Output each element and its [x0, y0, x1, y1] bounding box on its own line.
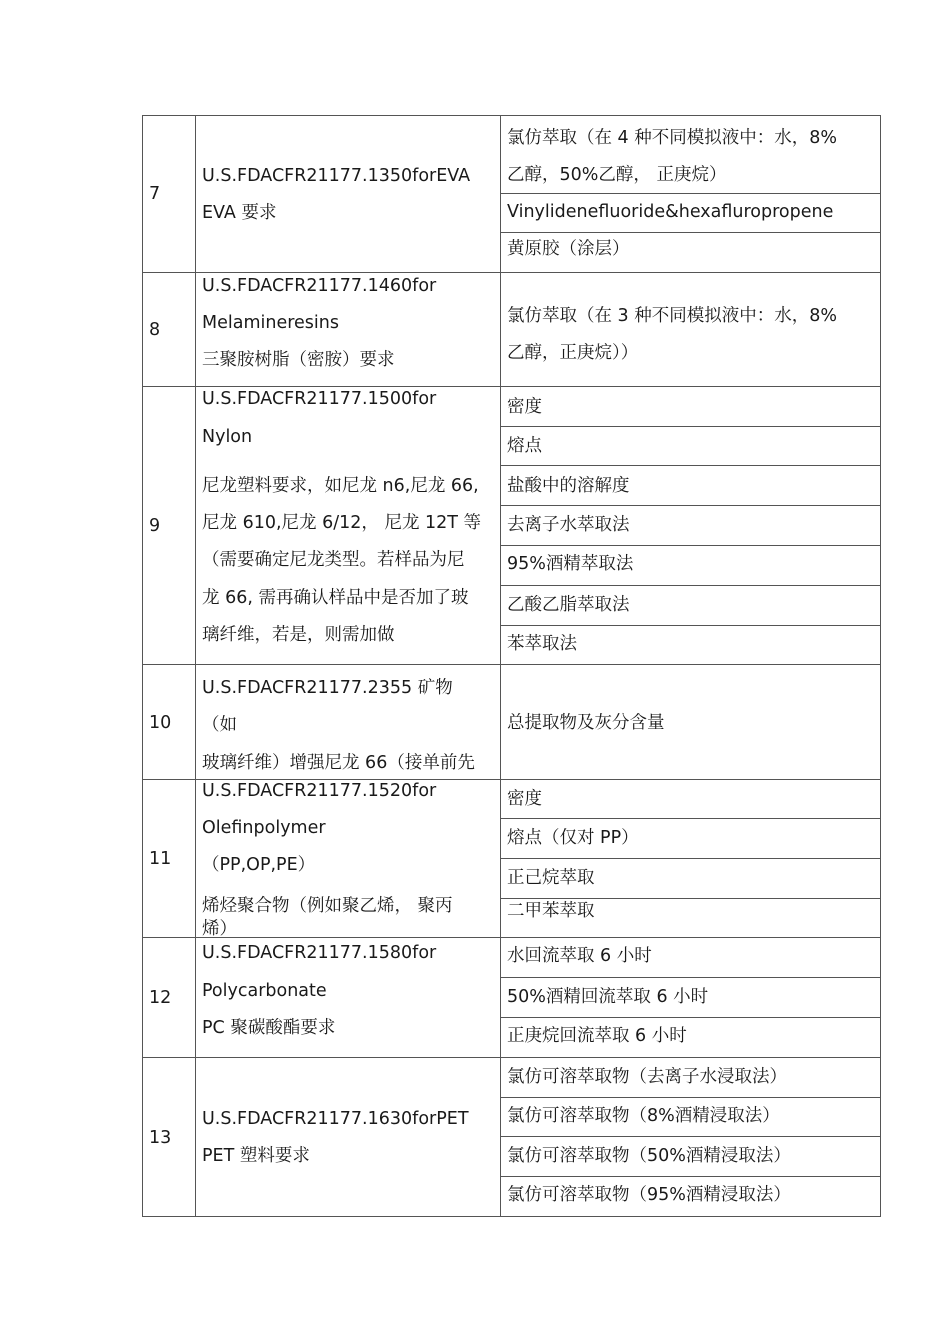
test-item: 正庚烷回流萃取 6 小时: [507, 1026, 687, 1046]
standard-line: U.S.FDACFR21177.1580for: [202, 943, 437, 963]
table-border-right: [880, 115, 881, 1217]
standard-line: U.S.FDACFR21177.1500for: [202, 389, 437, 409]
test-item: 乙醇，50%乙醇， 正庚烷）: [507, 165, 727, 185]
test-item: 氯仿可溶萃取物（95%酒精浸取法）: [507, 1185, 791, 1205]
standard-line: U.S.FDACFR21177.1630forPET: [202, 1109, 469, 1129]
standard-line: 璃纤维，若是，则需加做: [202, 625, 395, 645]
row-number: 10: [149, 713, 172, 733]
test-item: 黄原胶（涂层）: [507, 239, 630, 259]
test-item: 乙醇，正庚烷））: [507, 343, 639, 363]
item-border: [500, 1097, 881, 1098]
row-number: 11: [149, 849, 172, 869]
test-item: 乙酸乙脂萃取法: [507, 595, 630, 615]
standard-line: 玻璃纤维）增强尼龙 66（接单前先: [202, 753, 475, 773]
item-border: [500, 465, 881, 466]
standard-line: Polycarbonate: [202, 981, 327, 1001]
standard-line: EVA 要求: [202, 203, 277, 223]
standard-line: 烯）: [202, 919, 237, 939]
row-number: 9: [149, 516, 161, 536]
standard-line: U.S.FDACFR21177.1460for: [202, 276, 437, 296]
column-border: [500, 115, 501, 1217]
standard-line: 龙 66, 需再确认样品中是否加了玻: [202, 588, 469, 608]
row-border: [142, 937, 881, 938]
test-item: 氯仿萃取（在 4 种不同模拟液中：水，8%: [507, 128, 838, 148]
standard-line: PC 聚碳酸酯要求: [202, 1018, 336, 1038]
table-border-bottom: [142, 1216, 881, 1217]
item-border: [500, 545, 881, 546]
standard-line: （如: [202, 715, 237, 735]
test-item: 氯仿可溶萃取物（50%酒精浸取法）: [507, 1146, 791, 1166]
test-item: 盐酸中的溶解度: [507, 476, 630, 496]
test-item: 二甲苯萃取: [507, 901, 595, 921]
item-border: [500, 1017, 881, 1018]
standard-line: 尼龙 610,尼龙 6/12， 尼龙 12T 等: [202, 513, 482, 533]
test-item: 水回流萃取 6 小时: [507, 946, 652, 966]
standard-line: 三聚胺树脂（密胺）要求: [202, 350, 395, 370]
standard-line: PET 塑料要求: [202, 1146, 310, 1166]
row-border: [142, 272, 881, 273]
standard-line: （PP,OP,PE）: [202, 855, 316, 875]
table-border-top: [142, 115, 881, 116]
column-border: [195, 115, 196, 1217]
item-border: [500, 505, 881, 506]
item-border: [500, 977, 881, 978]
item-border: [500, 625, 881, 626]
row-border: [142, 779, 881, 780]
test-item: 正己烷萃取: [507, 868, 595, 888]
row-number: 13: [149, 1128, 172, 1148]
test-item: 熔点: [507, 436, 542, 456]
item-border: [500, 193, 881, 194]
row-number: 8: [149, 320, 161, 340]
row-border: [142, 386, 881, 387]
standard-line: 尼龙塑料要求，如尼龙 n6,尼龙 66,: [202, 476, 479, 496]
test-item: 氯仿可溶萃取物（8%酒精浸取法）: [507, 1106, 780, 1126]
standard-line: U.S.FDACFR21177.2355 矿物: [202, 678, 453, 698]
test-item: 去离子水萃取法: [507, 515, 630, 535]
item-border: [500, 898, 881, 899]
test-item: 95%酒精萃取法: [507, 554, 634, 574]
item-border: [500, 585, 881, 586]
item-border: [500, 426, 881, 427]
row-border: [142, 1057, 881, 1058]
test-item: 50%酒精回流萃取 6 小时: [507, 987, 709, 1007]
standard-line: U.S.FDACFR21177.1350forEVA: [202, 166, 471, 186]
test-item: Vinylidenefluoride&hexafluropropene: [507, 202, 834, 222]
test-item: 密度: [507, 397, 542, 417]
standard-line: 烯烃聚合物（例如聚乙烯， 聚丙: [202, 896, 453, 916]
test-item: 密度: [507, 789, 542, 809]
item-border: [500, 818, 881, 819]
item-border: [500, 858, 881, 859]
standard-line: Olefinpolymer: [202, 818, 326, 838]
item-border: [500, 1176, 881, 1177]
test-item: 总提取物及灰分含量: [507, 713, 665, 733]
standard-line: Nylon: [202, 427, 253, 447]
row-number: 7: [149, 184, 161, 204]
standard-line: （需要确定尼龙类型。若样品为尼: [202, 550, 465, 570]
row-border: [142, 664, 881, 665]
test-item: 氯仿萃取（在 3 种不同模拟液中：水，8%: [507, 306, 838, 326]
row-number: 12: [149, 988, 172, 1008]
test-item: 熔点（仅对 PP）: [507, 828, 639, 848]
table-border-left: [142, 115, 143, 1217]
standard-line: U.S.FDACFR21177.1520for: [202, 781, 437, 801]
item-border: [500, 232, 881, 233]
test-item: 氯仿可溶萃取物（去离子水浸取法）: [507, 1067, 787, 1087]
item-border: [500, 1136, 881, 1137]
test-item: 苯萃取法: [507, 634, 577, 654]
standard-line: Melamineresins: [202, 313, 339, 333]
